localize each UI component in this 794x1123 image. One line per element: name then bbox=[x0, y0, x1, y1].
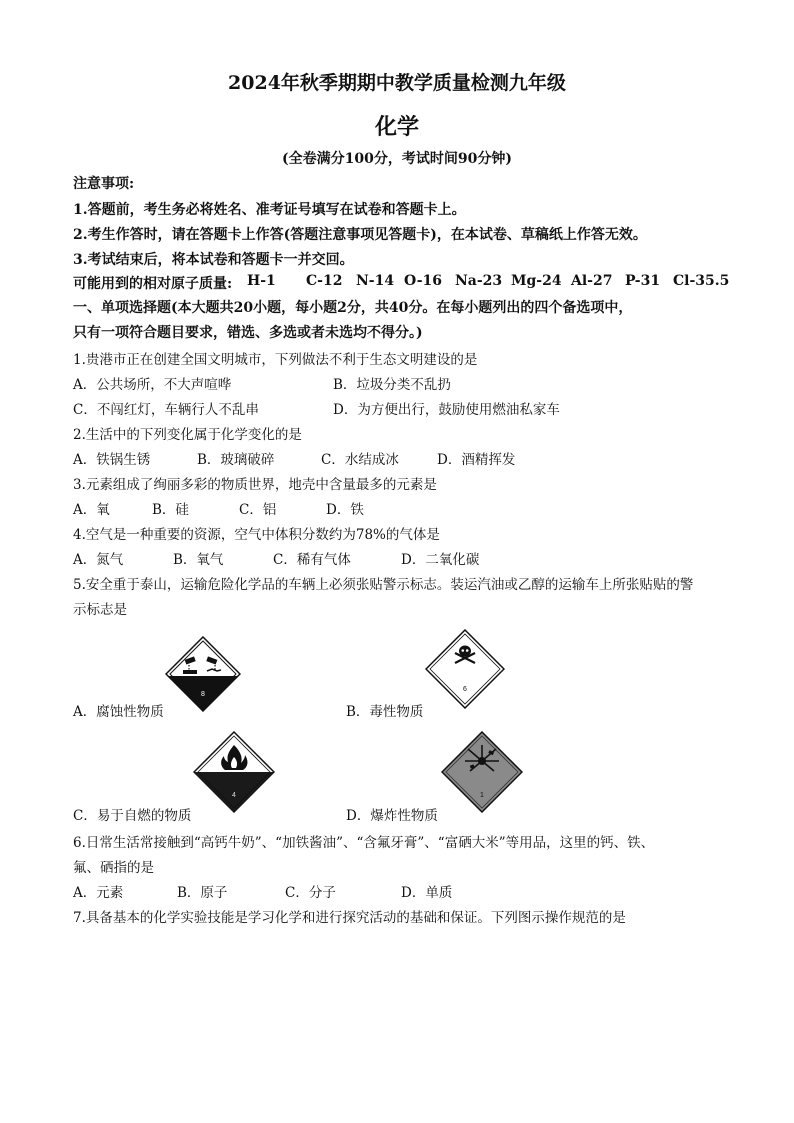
q1-option-d: D．为方便出行，鼓励使用燃油私家车 bbox=[333, 402, 560, 418]
q4-stem: 4.空气是一种重要的资源，空气中体积分数约为78%的气体是 bbox=[73, 527, 440, 543]
q4-option-c: C．稀有气体 bbox=[273, 552, 351, 568]
q4-option-d: D．二氧化碳 bbox=[401, 552, 480, 568]
q7-stem: 7.具备基本的化学实验技能是学习化学和进行探究活动的基础和保证。下列图示操作规范的是 bbox=[73, 910, 626, 926]
q1-option-c: C．不闯红灯，车辆行人不乱串 bbox=[73, 402, 259, 418]
toxic-sign-icon bbox=[425, 629, 505, 709]
q4-option-a: A．氮气 bbox=[73, 552, 124, 568]
q2-option-d: D．酒精挥发 bbox=[437, 452, 516, 468]
q1-option-b: B．垃圾分类不乱扔 bbox=[333, 377, 451, 393]
q2-option-b: B．玻璃破碎 bbox=[197, 452, 275, 468]
corrosive-sign-number: 8 bbox=[201, 691, 205, 698]
q5-option-c: C．易于自燃的物质 bbox=[73, 808, 192, 824]
atomic-mass-label: 可能用到的相对原子质量: bbox=[73, 276, 233, 292]
q5-stem-line1: 5.安全重于泰山，运输危险化学品的车辆上必须张贴警示标志。装运汽油或乙醇的运输车上所张贴贴的警 bbox=[73, 577, 694, 593]
atomic-mass-c: C-12 bbox=[306, 273, 343, 289]
exam-title: 2024年秋季期期中教学质量检测九年级 bbox=[228, 72, 566, 94]
q6-stem-line2: 氟、硒指的是 bbox=[73, 860, 154, 876]
q6-option-b: B．原子 bbox=[177, 885, 228, 901]
q3-option-b: B．硅 bbox=[152, 502, 189, 518]
q4-option-b: B．氧气 bbox=[173, 552, 224, 568]
atomic-mass-o: O-16 bbox=[404, 273, 443, 289]
q6-option-a: A．元素 bbox=[73, 885, 124, 901]
explosive-sign-number: 1 bbox=[480, 792, 484, 799]
section1-line1: 一、单项选择题(本大题共20小题，每小题2分，共40分。在每小题列出的四个备选项中， bbox=[73, 300, 633, 316]
atomic-mass-h: H-1 bbox=[247, 273, 276, 289]
q6-option-c: C．分子 bbox=[285, 885, 336, 901]
atomic-mass-n: N-14 bbox=[356, 273, 395, 289]
atomic-mass-p: P-31 bbox=[625, 273, 661, 289]
corrosive-sign-icon bbox=[165, 636, 241, 712]
notes-item-2: 2.考生作答时，请在答题卡上作答(答题注意事项见答题卡)，在本试卷、草稿纸上作答无效。 bbox=[73, 227, 647, 243]
atomic-mass-al: Al-27 bbox=[571, 273, 613, 289]
notes-item-3: 3.考试结束后，将本试卷和答题卡一并交回。 bbox=[73, 252, 354, 268]
q5-stem-line2: 示标志是 bbox=[73, 602, 127, 618]
subject-title: 化学 bbox=[374, 114, 419, 140]
q3-option-c: C．铝 bbox=[239, 502, 277, 518]
q6-option-d: D．单质 bbox=[401, 885, 453, 901]
q2-option-a: A．铁锅生锈 bbox=[73, 452, 151, 468]
toxic-sign-number: 6 bbox=[463, 686, 467, 693]
flame-sign-icon bbox=[193, 731, 275, 813]
explosive-sign-icon bbox=[441, 731, 523, 813]
q3-stem: 3.元素组成了绚丽多彩的物质世界，地壳中含量最多的元素是 bbox=[73, 477, 437, 493]
q5-option-d: D．爆炸性物质 bbox=[346, 808, 438, 824]
q1-stem: 1.贵港市正在创建全国文明城市，下列做法不利于生态文明建设的是 bbox=[73, 352, 478, 368]
q6-stem-line1: 6.日常生活常接触到“高钙牛奶”、“加铁酱油”、“含氟牙膏”、“富硒大米”等用品，这里的钙、铁、 bbox=[73, 835, 655, 851]
flame-sign-number: 4 bbox=[232, 792, 236, 799]
notes-item-1: 1.答题前，考生务必将姓名、准考证号填写在试卷和答题卡上。 bbox=[73, 202, 466, 218]
q3-option-a: A．氧 bbox=[73, 502, 110, 518]
q2-stem: 2.生活中的下列变化属于化学变化的是 bbox=[73, 427, 302, 443]
atomic-mass-cl: Cl-35.5 bbox=[673, 273, 730, 289]
q3-option-d: D．铁 bbox=[326, 502, 364, 518]
exam-info: (全卷满分100分，考试时间90分钟) bbox=[282, 151, 512, 167]
q2-option-c: C．水结成冰 bbox=[321, 452, 399, 468]
q5-option-b: B．毒性物质 bbox=[346, 704, 424, 720]
atomic-mass-na: Na-23 bbox=[455, 273, 503, 289]
section1-line2: 只有一项符合题目要求，错选、多选或者未选均不得分。) bbox=[73, 325, 423, 341]
atomic-mass-mg: Mg-24 bbox=[511, 273, 562, 289]
q1-option-a: A．公共场所，不大声喧哗 bbox=[73, 377, 232, 393]
q5-option-a: A．腐蚀性物质 bbox=[73, 704, 164, 720]
notes-heading: 注意事项: bbox=[73, 176, 135, 192]
